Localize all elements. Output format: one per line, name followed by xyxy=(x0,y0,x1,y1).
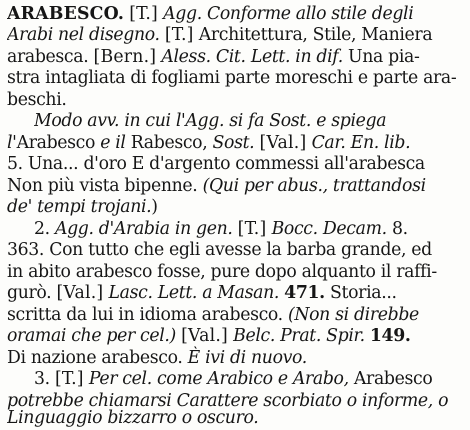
quote-text: Non più vista bipenne. xyxy=(7,176,198,196)
example-text: Architettura, Stile, Maniera xyxy=(198,25,433,45)
definition-text: Agg. d'Arabia in gen. xyxy=(54,219,233,239)
sense-number: 2. xyxy=(34,219,50,239)
quote-text: stra intagliata di fogliami parte moreschi e parte ara- xyxy=(7,68,457,88)
editorial-note: (Non si direbbe xyxy=(287,305,419,325)
definition-text: Arabi nel disegno. xyxy=(7,25,160,45)
entry-line-16 xyxy=(7,324,465,348)
citation-ref: 8. xyxy=(391,219,408,239)
citation-text: Car. En. lib. xyxy=(311,133,411,153)
source-tag: [Val.] xyxy=(259,133,307,153)
headword: ARABESCO. xyxy=(7,4,125,24)
quote-text: Storia... xyxy=(330,283,397,303)
domain-tag: [T.] xyxy=(129,4,158,24)
editorial-note: de' tempi trojani. xyxy=(7,197,152,217)
domain-tag: [T.] xyxy=(54,369,84,389)
editorial-note: oramai che per cel.) xyxy=(7,326,176,346)
citation-text: Bocc. Decam. xyxy=(271,219,387,239)
usage-note: Modo avv. in cui l'Agg. si fa Sost. e spiega xyxy=(34,111,387,131)
entry-line-18 xyxy=(34,367,465,391)
entry-line-12 xyxy=(7,238,465,262)
quote-text: 363. Con tutto che egli avesse la barba grande, ed xyxy=(7,240,432,260)
source-tag: [Val.] xyxy=(56,283,104,303)
entry-line-10 xyxy=(7,195,465,219)
citation-ref: 149. xyxy=(369,326,411,346)
definition-text: Per cel. come Arabico e Arabo, xyxy=(88,369,349,389)
usage-note: e il xyxy=(100,133,126,153)
editorial-note: È ivi di nuovo. xyxy=(187,348,307,368)
quote-text: Una pia- xyxy=(348,47,420,67)
entry-line-8 xyxy=(7,152,465,176)
source-tag: [Val.] xyxy=(181,326,228,346)
term-text: Arabesco xyxy=(353,369,433,389)
citation-text: Belc. Prat. Spir. xyxy=(233,326,365,346)
source-tag: [Bern.] xyxy=(93,47,157,67)
citation-ref: 471. xyxy=(284,283,325,303)
entry-line-2 xyxy=(7,23,465,47)
domain-tag: [T.] xyxy=(164,25,194,45)
entry-line-6 xyxy=(34,109,465,133)
quote-text: gurò. xyxy=(7,283,52,303)
entry-line-14 xyxy=(7,281,465,305)
usage-note: Sost. xyxy=(212,133,255,153)
term-text: Arabesco xyxy=(16,133,101,153)
term-text: Rabesco, xyxy=(125,133,213,153)
definition-text: Linguaggio bizzarro o oscuro. xyxy=(7,408,259,428)
quote-text: Di nazione arabesco. xyxy=(7,348,183,368)
example-text: arabesca. xyxy=(7,47,89,67)
domain-tag: [T.] xyxy=(237,219,267,239)
citation-text: Aless. Cit. Lett. in dif. xyxy=(161,47,343,67)
quote-text: in abito arabesco fosse, pure dopo alquanto il raffi- xyxy=(7,262,437,282)
entry-line-20 xyxy=(7,406,465,430)
definition-text: potrebbe chiamarsi Carattere scorbiato o informe, o xyxy=(7,391,449,411)
definition-text: Agg. Conforme allo stile degli xyxy=(163,4,414,24)
quote-text: beschi. xyxy=(7,90,67,110)
citation-text: Lasc. Lett. a Masan. xyxy=(108,283,279,303)
editorial-note-close: ) xyxy=(151,197,158,217)
usage-note: l' xyxy=(7,133,17,153)
entry-line-4 xyxy=(7,66,465,90)
sense-number: 3. xyxy=(34,369,50,389)
quote-text: 5. Una... d'oro E d'argento commessi all'arabesca xyxy=(7,154,425,174)
quote-text: scritta da lui in idioma arabesco. xyxy=(7,305,283,325)
editorial-note: (Qui per abus., trattandosi xyxy=(202,176,426,196)
